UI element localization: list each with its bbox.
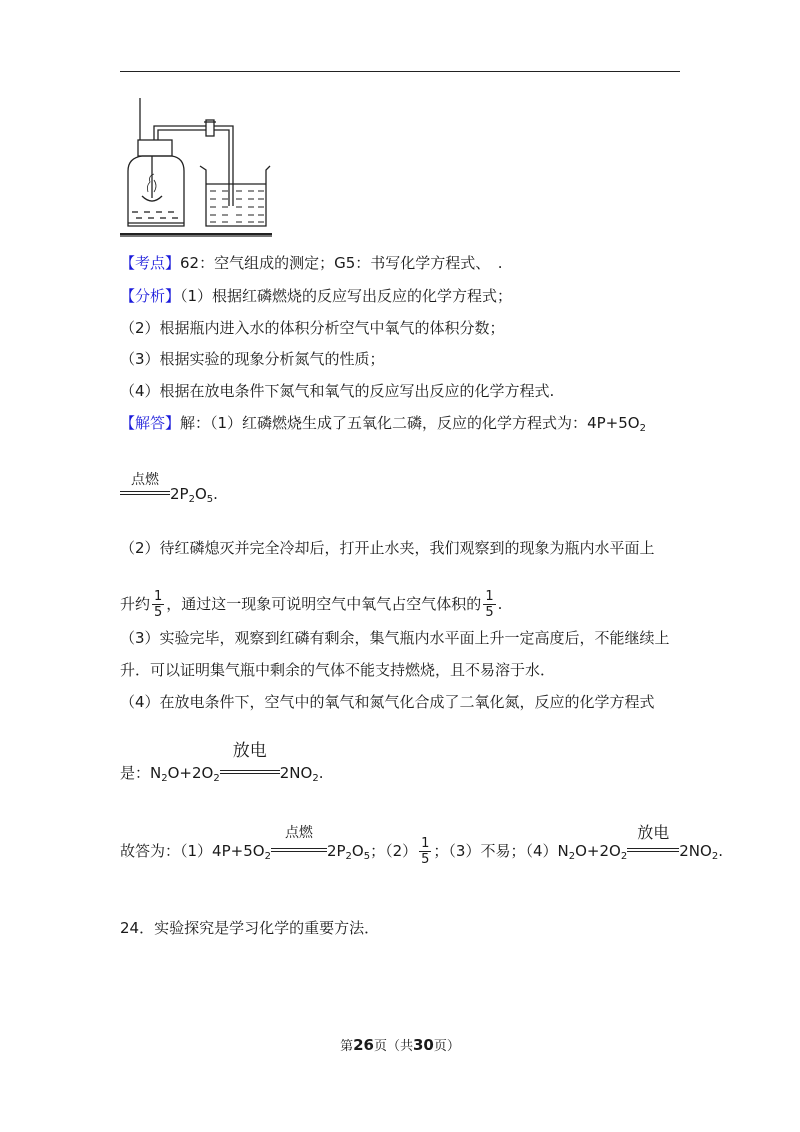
p4-text-a: 是： <box>120 764 151 782</box>
answer-line <box>120 823 723 867</box>
p3-line-2: 升．可以证明集气瓶中剩余的气体不能支持燃烧，且不易溶于水． <box>120 661 556 679</box>
fenxi-tag: 【分析】 <box>120 287 181 305</box>
fenxi-line-1 <box>120 286 512 306</box>
ans-eq2-rhs-sub: 2 <box>711 851 719 862</box>
ans-eq1-rhs-sub1: 2 <box>345 851 352 862</box>
p4-line-2 <box>120 741 324 784</box>
eq1-arrow <box>120 472 170 504</box>
ans-eq2-arrow <box>627 823 679 861</box>
p2-text-a: 升约 <box>120 595 151 613</box>
fraction-2-num: 1 <box>485 589 494 604</box>
eq2-rhs-sub: 2 <box>312 773 319 784</box>
jieda-text-1: 解：（1）红磷燃烧生成了五氧化二磷，反应的化学方程式为： <box>180 414 588 432</box>
ans-eq1-condition: 点燃 <box>284 825 313 841</box>
eq1-end: . <box>213 485 218 503</box>
header-rule <box>120 71 680 72</box>
eq1-lhs-sub: 2 <box>639 423 646 434</box>
eq2-lhs: N <box>150 764 162 782</box>
jieda-line-1 <box>120 413 646 433</box>
answer-prefix: 故答为：（1） <box>120 842 213 860</box>
apparatus-figure <box>118 96 274 238</box>
eq1-line <box>120 472 218 505</box>
fenxi-line-3: （3）根据实验的现象分析氮气的性质； <box>120 350 385 368</box>
eq2-lhs-sub2: 2 <box>213 773 220 784</box>
fraction-2-den: 5 <box>485 605 494 620</box>
ans-eq2-condition: 放电 <box>637 823 670 842</box>
eq1-rhs-sub1: 2 <box>188 494 195 505</box>
ans-eq1-rhs-b: O <box>351 842 364 860</box>
eq1-condition: 点燃 <box>131 472 159 488</box>
kaodian-line <box>120 253 503 273</box>
fraction-1 <box>152 589 164 620</box>
answer-sep3: ；（3）不易；（4） <box>433 842 558 860</box>
fraction-1-num: 1 <box>154 589 163 604</box>
footer-page: 26 <box>353 1036 374 1054</box>
p3-line-1: （3）实验完毕，观察到红磷有剩余，集气瓶内水平面上升一定高度后，不能继续上 <box>120 629 670 647</box>
p4-line-1: （4）在放电条件下，空气中的氧气和氮气化合成了二氧化氮，反应的化学方程式 <box>120 693 655 711</box>
ans-eq2-lhs-sub1: 2 <box>568 851 576 862</box>
kaodian-tag: 【考点】 <box>120 254 181 272</box>
jieda-tag: 【解答】 <box>120 414 181 432</box>
fenxi-text-1: （1）根据红磷燃烧的反应写出反应的化学方程式； <box>180 287 513 305</box>
p2-text-end: . <box>497 595 503 613</box>
ans-fraction <box>419 836 431 867</box>
ans-eq1-arrow <box>271 825 327 861</box>
ans-eq2-lhs-mid: O+2O <box>575 842 621 860</box>
kaodian-text: 62：空气组成的测定；G5：书写化学方程式、 . <box>180 254 503 272</box>
eq2-rhs: 2NO <box>279 764 313 782</box>
eq1-lhs: 4P+5O <box>587 414 640 432</box>
eq2-lhs-mid: O+2O <box>167 764 214 782</box>
ans-eq1-lhs-sub: 2 <box>264 851 271 862</box>
ans-fraction-den: 5 <box>421 852 430 867</box>
ans-eq2-rhs: 2NO <box>679 842 712 860</box>
eq2-end: . <box>318 764 324 782</box>
fenxi-line-2: （2）根据瓶内进入水的体积分析空气中氧气的体积分数； <box>120 319 505 337</box>
ans-eq2-lhs-sub2: 2 <box>620 851 628 862</box>
answer-end: . <box>718 842 723 860</box>
p2-text-b: ，通过这一现象可说明空气中氧气占空气体积的 <box>166 595 482 613</box>
eq1-rhs-b: O <box>194 485 207 503</box>
answer-sep2: ；（2） <box>370 842 418 860</box>
ans-eq2-lhs: N <box>557 842 569 860</box>
p2-line-2 <box>120 589 502 620</box>
footer-total: 30 <box>413 1036 434 1054</box>
footer-mid: 页（共 <box>373 1039 413 1054</box>
question-24: 24．实验探究是学习化学的重要方法． <box>120 919 380 937</box>
eq1-rhs-a: 2P <box>170 485 189 503</box>
ans-eq1-lhs: 4P+5O <box>212 842 265 860</box>
fraction-1-den: 5 <box>154 605 163 620</box>
page-footer <box>0 1035 800 1054</box>
ans-eq1-rhs-sub2: 5 <box>363 851 371 862</box>
fraction-2 <box>483 589 495 620</box>
footer-pre: 第 <box>340 1039 354 1054</box>
ans-eq1-rhs-a: 2P <box>326 842 346 860</box>
eq1-rhs-sub2: 5 <box>206 494 214 505</box>
eq2-condition: 放电 <box>232 741 267 761</box>
footer-post: 页） <box>433 1039 460 1054</box>
p2-line-1: （2）待红磷熄灭并完全冷却后，打开止水夹，我们观察到的现象为瓶内水平面上 <box>120 539 655 557</box>
eq2-lhs-sub1: 2 <box>161 773 168 784</box>
eq2-arrow <box>220 741 280 783</box>
fenxi-line-4: （4）根据在放电条件下氮气和氧气的反应写出反应的化学方程式. <box>120 382 555 400</box>
ans-fraction-num: 1 <box>421 836 430 851</box>
